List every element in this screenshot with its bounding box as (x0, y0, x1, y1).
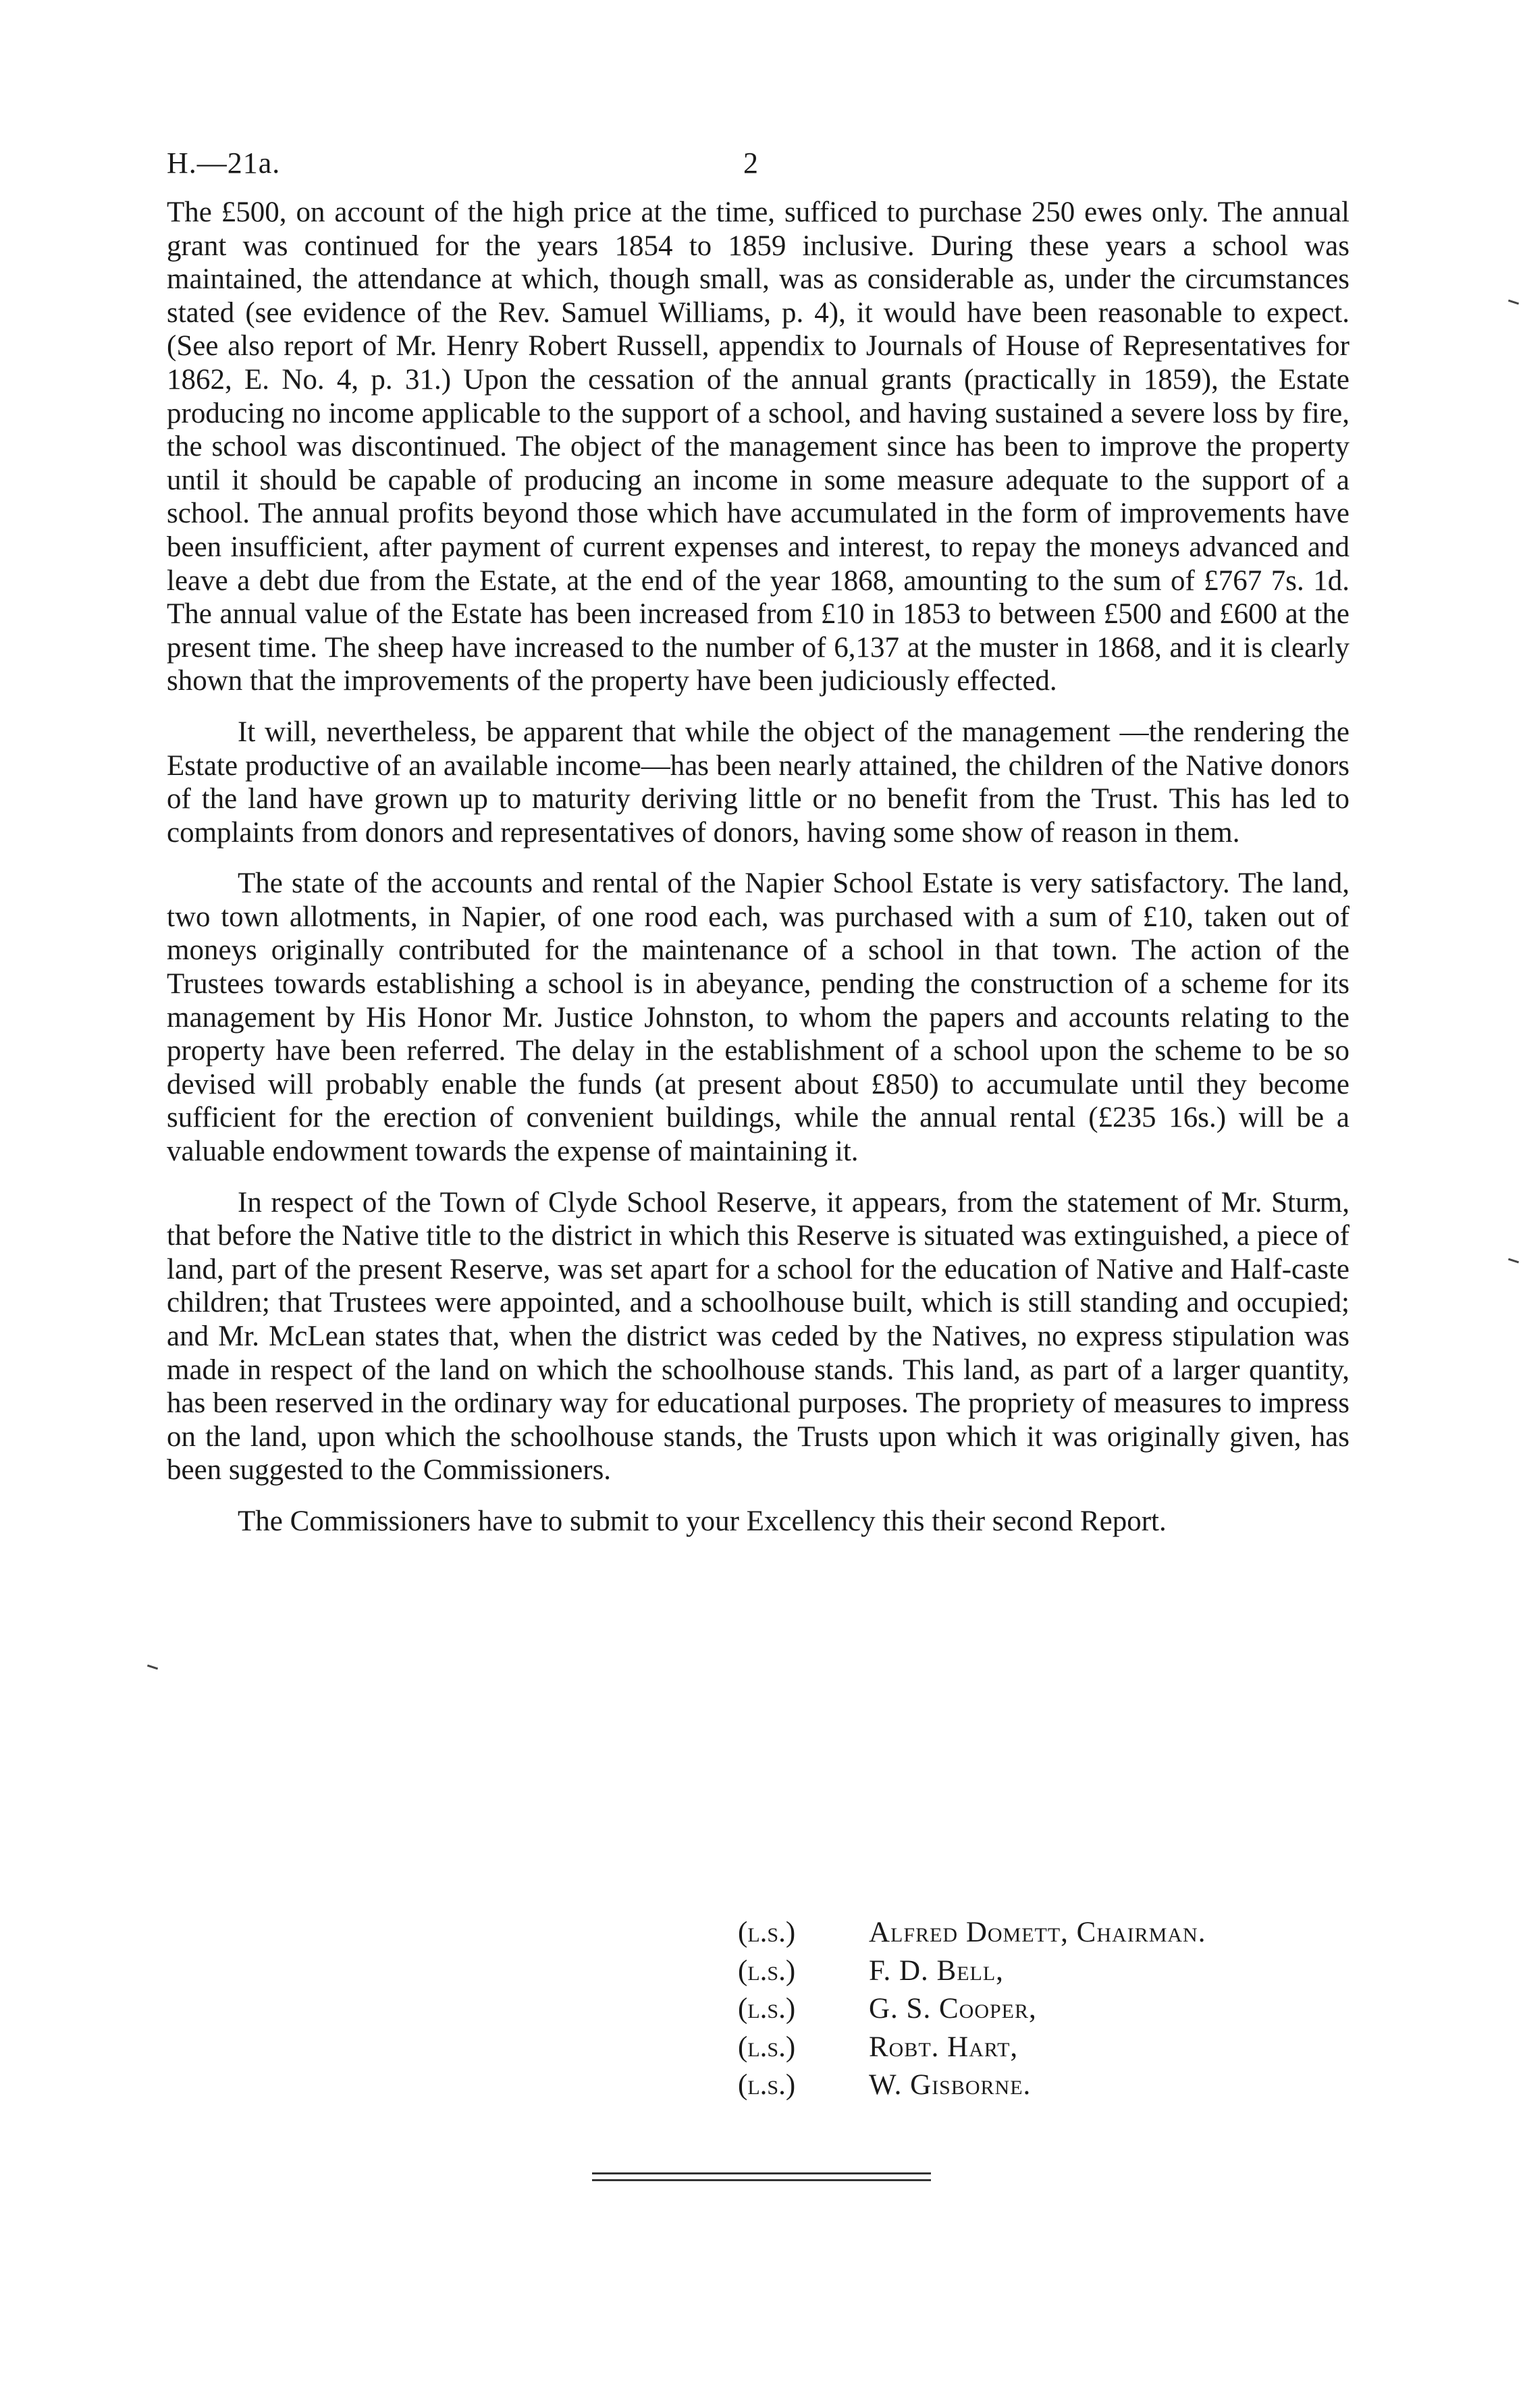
paragraph-napier-estate: The state of the accounts and rental of the Napier School Estate is very satisfactory. The land, two town allotments, in Napier, of one rood each, was purchased with a sum of £10, taken out of moneys originally contributed for the maintenance of a school in that town. The action of the Trustees towards establishing a school is in abeyance, pending the construction of a scheme for its management by His Honor Mr. Justice Johnston, to whom the papers and accounts relating to the property have been referred. The delay in the establishment of a school upon the scheme to be so devised will probably enable the funds (at present about £850) to accumulate until they become sufficient for the erection of convenient buildings, while the annual rental (£235 16s.) will be a valuable endowment towards the expense of maintaining it. (167, 867, 1350, 1168)
paragraph-continuation: The £500, on account of the high price at the time, sufficed to purchase 250 ewes only. The annual grant was continued for the years 1854 to 1859 inclusive. During these years a school was maintained, the attendance at which, though small, was as considerable as, under the circumstances stated (see evidence of the Rev. Samuel Williams, p. 4), it would have been reasonable to expect. (See also report of Mr. Henry Robert Russell, appendix to Journals of House of Representatives for 1862, E. No. 4, p. 31.) Upon the cessation of the annual grants (practically in 1859), the Estate producing no income applicable to the support of a school, and having sustained a severe loss by fire, the school was discontinued. The object of the management since has been to improve the property until it should be capable of producing an income in some measure adequate to the support of a school. The annual profits beyond those which have accumulated in the form of improvements have been insufficient, after payment of current expenses and interest, to repay the moneys advanced and leave a debt due from the Estate, at the end of the year 1868, amounting to the sum of £767 7s. 1d. The annual value of the Estate has been increased from £10 in 1853 to between £500 and £600 at the present time. The sheep have increased to the number of 6,137 at the muster in 1868, and it is clearly shown that the improvements of the property have been judiciously effected. (167, 196, 1350, 697)
signatory-name: Alfred Domett, Chairman. (869, 1917, 1206, 1948)
seal-mark: (l.s.) (738, 1954, 796, 1987)
paragraph-management: It will, nevertheless, be apparent that while the object of the management —the rendering the Estate productive of an available income—has been nearly attained, the children of the Native donors of the land have grown up to maturity deriving little or no benefit from the Trust. This has led to complaints from donors and representatives of donors, having some show of reason in them. (167, 716, 1350, 849)
signature-row (738, 1992, 1345, 2031)
signature-row (738, 1916, 1345, 1954)
signature-row (738, 2068, 1345, 2107)
page-header (167, 146, 1355, 193)
signature-block (738, 1916, 1345, 2107)
signatory-name: Robt. Hart, (869, 2031, 1019, 2063)
margin-mark (1508, 1258, 1519, 1264)
margin-mark (147, 1665, 158, 1670)
signature-row (738, 1954, 1345, 1993)
signatory-name: F. D. Bell, (869, 1954, 1004, 1987)
closing-rule-top (592, 2172, 931, 2174)
paragraph-clyde-reserve: In respect of the Town of Clyde School Reserve, it appears, from the statement of Mr. Sturm, that before the Native title to the district in which this Reserve is situated was extinguished, a piece of land, part of the present Reserve, was set apart for a school for the education of Native and Half-caste children; that Trustees were appointed, and a schoolhouse built, which is still standing and occupied; and Mr. McLean states that, when the district was ceded by the Natives, no express stipulation was made in respect of the land on which the schoolhouse stands. This land, as part of a larger quantity, has been reserved in the ordinary way for educational purposes. The propriety of measures to impress on the land, upon which the schoolhouse stands, the Trusts upon which it was originally given, has been suggested to the Commissioners. (167, 1186, 1350, 1487)
seal-mark: (l.s.) (738, 1993, 796, 2025)
page-number: 2 (743, 146, 758, 180)
signature-row (738, 2031, 1345, 2069)
closing-rule-bottom (592, 2179, 931, 2181)
seal-mark: (l.s.) (738, 2031, 796, 2063)
seal-mark: (l.s.) (738, 2069, 796, 2101)
seal-mark: (l.s.) (738, 1917, 796, 1948)
signatory-name: W. Gisborne. (869, 2069, 1032, 2101)
paragraph-submission: The Commissioners have to submit to your Excellency this their second Report. (238, 1505, 1167, 1537)
document-reference: H.—21a. (167, 146, 281, 180)
margin-mark (1508, 300, 1519, 305)
report-body (167, 196, 1350, 1556)
signatory-name: G. S. Cooper, (869, 1993, 1037, 2025)
